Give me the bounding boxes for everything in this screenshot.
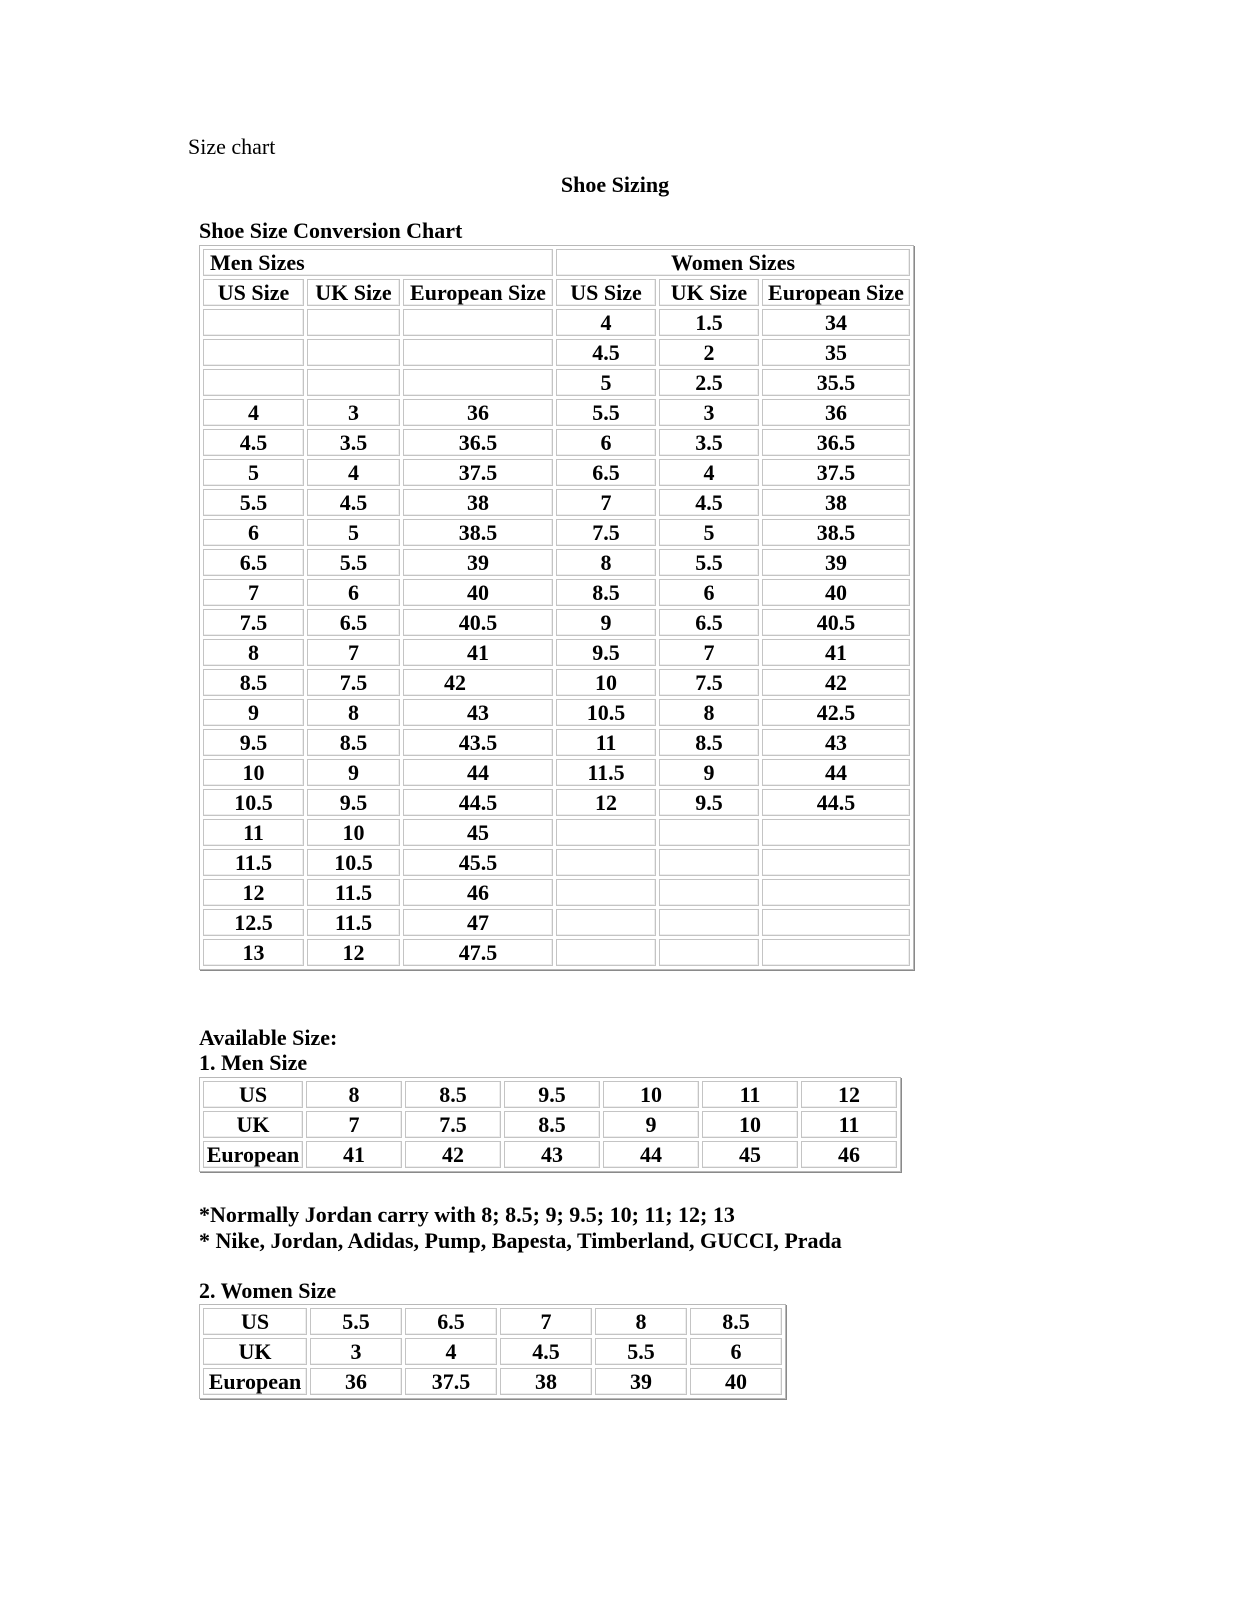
table-cell: 40 [762,579,910,606]
men-sizes-header: Men Sizes [203,249,553,276]
table-cell [556,909,656,936]
table-cell: 4.5 [556,339,656,366]
women-sizes-header: Women Sizes [556,249,910,276]
table-row [203,429,910,456]
table-row [203,879,910,906]
table-cell [762,939,910,966]
table-cell [203,369,304,396]
table-cell: 44.5 [403,789,553,816]
table-cell: 8.5 [307,729,400,756]
chart-caption: Shoe Size Conversion Chart [199,218,463,243]
table-cell: 44 [403,759,553,786]
table-cell: 42 [403,669,553,696]
table-cell: 35.5 [762,369,910,396]
table-cell [307,309,400,336]
column-header: UK Size [307,279,400,306]
table-cell [659,819,759,846]
table-cell: 47 [403,909,553,936]
table-cell: 11.5 [556,759,656,786]
table-cell: 6.5 [556,459,656,486]
table-cell: 44 [762,759,910,786]
table-cell: 5.5 [659,549,759,576]
table-cell: 34 [762,309,910,336]
table-cell: 12 [203,879,304,906]
table-row [203,519,910,546]
table-cell: 40 [403,579,553,606]
table-cell: 42 [762,669,910,696]
table-cell: 41 [306,1141,402,1168]
table-cell: 43 [504,1141,600,1168]
table-cell: 7 [307,639,400,666]
table-cell: 6 [556,429,656,456]
table-cell: 42 [405,1141,501,1168]
table-cell: 9 [603,1111,699,1138]
table-cell: 9 [307,759,400,786]
table-row [203,1141,897,1168]
table-cell: 3.5 [307,429,400,456]
table-cell: 38 [403,489,553,516]
table-cell: 8.5 [405,1081,501,1108]
column-header: US Size [203,279,304,306]
table-cell: 5 [203,459,304,486]
table-row [203,1081,897,1108]
table-cell: 9.5 [659,789,759,816]
table-cell: 4.5 [500,1338,592,1365]
table-cell [403,309,553,336]
table-cell: 43 [403,699,553,726]
table-cell: 44.5 [762,789,910,816]
table-cell: 36 [310,1368,402,1395]
table-cell: 8 [595,1308,687,1335]
row-header: European [203,1368,307,1395]
table-cell: 9.5 [203,729,304,756]
table-cell: 11.5 [307,879,400,906]
men-size-label: 1. Men Size [199,1050,308,1075]
size-conversion-table [199,245,914,970]
jordan-note: *Normally Jordan carry with 8; 8.5; 9; 9.5; 10; 11; 12; 13 [199,1202,735,1227]
table-row [203,729,910,756]
table-cell: 4 [556,309,656,336]
table-cell [762,909,910,936]
table-row [203,1308,782,1335]
table-cell [659,939,759,966]
table-cell: 39 [403,549,553,576]
table-cell: 43 [762,729,910,756]
table-cell: 11 [203,819,304,846]
table-cell: 39 [762,549,910,576]
table-row [203,789,910,816]
table-cell [556,819,656,846]
table-cell [659,879,759,906]
table-cell [307,369,400,396]
column-header: UK Size [659,279,759,306]
table-row [203,699,910,726]
table-cell [762,819,910,846]
table-cell: 43.5 [403,729,553,756]
table-cell: 6 [203,519,304,546]
table-cell: 11.5 [203,849,304,876]
table-cell: 9.5 [307,789,400,816]
table-cell: 6 [307,579,400,606]
table-cell: 37.5 [403,459,553,486]
table-cell: 8.5 [203,669,304,696]
table-cell: 10 [603,1081,699,1108]
conversion-rows [203,309,910,966]
table-cell: 45.5 [403,849,553,876]
table-cell: 8 [306,1081,402,1108]
table-cell: 7 [659,639,759,666]
table-cell: 10 [702,1111,798,1138]
row-header: UK [203,1338,307,1365]
table-cell: 11 [556,729,656,756]
table-row [203,459,910,486]
table-cell: 4.5 [307,489,400,516]
table-cell: 8 [203,639,304,666]
table-cell [403,369,553,396]
table-cell: 8.5 [556,579,656,606]
table-cell: 2 [659,339,759,366]
table-cell: 5.5 [595,1338,687,1365]
table-cell: 5 [556,369,656,396]
table-cell: 45 [403,819,553,846]
table-cell: 38.5 [403,519,553,546]
table-cell: 36.5 [403,429,553,456]
table-row [203,489,910,516]
table-cell: 7 [556,489,656,516]
table-cell: 36.5 [762,429,910,456]
table-cell [203,309,304,336]
table-cell: 39 [595,1368,687,1395]
table-cell: 5.5 [556,399,656,426]
table-cell: 9.5 [556,639,656,666]
table-cell: 7.5 [307,669,400,696]
table-row [203,849,910,876]
row-header: European [203,1141,303,1168]
table-cell: 7.5 [405,1111,501,1138]
table-cell: 5.5 [310,1308,402,1335]
table-cell: 8 [307,699,400,726]
column-header-row [203,279,910,306]
table-cell: 6 [659,579,759,606]
row-header: US [203,1308,307,1335]
brands-note: * Nike, Jordan, Adidas, Pump, Bapesta, Timberland, GUCCI, Prada [199,1228,842,1253]
table-cell [403,339,553,366]
table-cell: 9 [203,699,304,726]
table-cell: 35 [762,339,910,366]
available-size-label: Available Size: [199,1025,338,1050]
table-cell: 4 [405,1338,497,1365]
table-cell: 6.5 [203,549,304,576]
table-row [203,339,910,366]
table-cell: 45 [702,1141,798,1168]
table-cell: 41 [403,639,553,666]
table-cell: 4.5 [203,429,304,456]
table-row [203,609,910,636]
table-cell: 4 [659,459,759,486]
column-header: European Size [762,279,910,306]
table-cell [203,339,304,366]
table-cell: 12 [307,939,400,966]
table-cell: 6.5 [307,609,400,636]
table-cell: 38 [762,489,910,516]
table-cell: 40 [690,1368,782,1395]
row-header: US [203,1081,303,1108]
table-cell: 41 [762,639,910,666]
table-cell: 38 [500,1368,592,1395]
table-cell: 7.5 [659,669,759,696]
table-row [203,309,910,336]
table-cell: 10 [556,669,656,696]
table-cell: 8 [556,549,656,576]
table-cell: 5.5 [203,489,304,516]
table-cell: 10 [307,819,400,846]
column-header: European Size [403,279,553,306]
table-row [203,1111,897,1138]
table-row [203,1338,782,1365]
column-header: US Size [556,279,656,306]
women-size-label: 2. Women Size [199,1278,337,1303]
table-cell: 10 [203,759,304,786]
table-cell: 10.5 [556,699,656,726]
table-cell: 8.5 [504,1111,600,1138]
table-cell: 10.5 [203,789,304,816]
group-header-row [203,249,910,276]
table-cell: 46 [801,1141,897,1168]
table-cell: 3 [310,1338,402,1365]
document-label: Size chart [188,134,276,159]
table-cell: 4 [203,399,304,426]
table-cell [556,939,656,966]
table-cell: 9 [659,759,759,786]
table-cell: 7 [203,579,304,606]
table-cell: 44 [603,1141,699,1168]
table-cell: 3.5 [659,429,759,456]
table-cell: 4 [307,459,400,486]
table-cell: 8 [659,699,759,726]
row-header: UK [203,1111,303,1138]
table-cell: 7.5 [556,519,656,546]
table-row [203,939,910,966]
table-cell: 36 [762,399,910,426]
table-cell: 36 [403,399,553,426]
table-cell: 46 [403,879,553,906]
table-cell: 5 [659,519,759,546]
table-cell: 1.5 [659,309,759,336]
table-cell [762,849,910,876]
table-row [203,819,910,846]
table-cell [762,879,910,906]
table-cell: 6.5 [405,1308,497,1335]
table-cell: 12 [556,789,656,816]
table-cell: 9.5 [504,1081,600,1108]
table-cell: 8.5 [659,729,759,756]
table-cell: 6 [690,1338,782,1365]
table-row [203,549,910,576]
women-available-table [199,1304,786,1399]
table-cell [307,339,400,366]
table-cell: 3 [659,399,759,426]
page-title: Shoe Sizing [560,172,670,197]
table-cell: 6.5 [659,609,759,636]
table-cell: 12.5 [203,909,304,936]
men-available-table [199,1077,901,1172]
table-cell: 11.5 [307,909,400,936]
table-cell: 42.5 [762,699,910,726]
table-cell [659,849,759,876]
table-cell [659,909,759,936]
table-cell: 9 [556,609,656,636]
table-cell: 37.5 [762,459,910,486]
table-cell: 8.5 [690,1308,782,1335]
table-cell: 11 [801,1111,897,1138]
table-cell [556,849,656,876]
table-cell: 4.5 [659,489,759,516]
table-cell: 12 [801,1081,897,1108]
table-row [203,759,910,786]
table-cell: 40.5 [403,609,553,636]
table-cell: 38.5 [762,519,910,546]
table-row [203,369,910,396]
table-cell: 7 [500,1308,592,1335]
table-cell: 40.5 [762,609,910,636]
table-cell: 47.5 [403,939,553,966]
table-row [203,1368,782,1395]
table-row [203,579,910,606]
table-cell: 5.5 [307,549,400,576]
table-cell: 11 [702,1081,798,1108]
table-cell: 10.5 [307,849,400,876]
table-cell: 7.5 [203,609,304,636]
table-cell: 13 [203,939,304,966]
table-row [203,639,910,666]
table-cell: 5 [307,519,400,546]
table-row [203,399,910,426]
table-cell: 7 [306,1111,402,1138]
table-row [203,909,910,936]
table-row [203,669,910,696]
table-cell: 3 [307,399,400,426]
table-cell: 37.5 [405,1368,497,1395]
table-cell: 2.5 [659,369,759,396]
table-cell [556,879,656,906]
